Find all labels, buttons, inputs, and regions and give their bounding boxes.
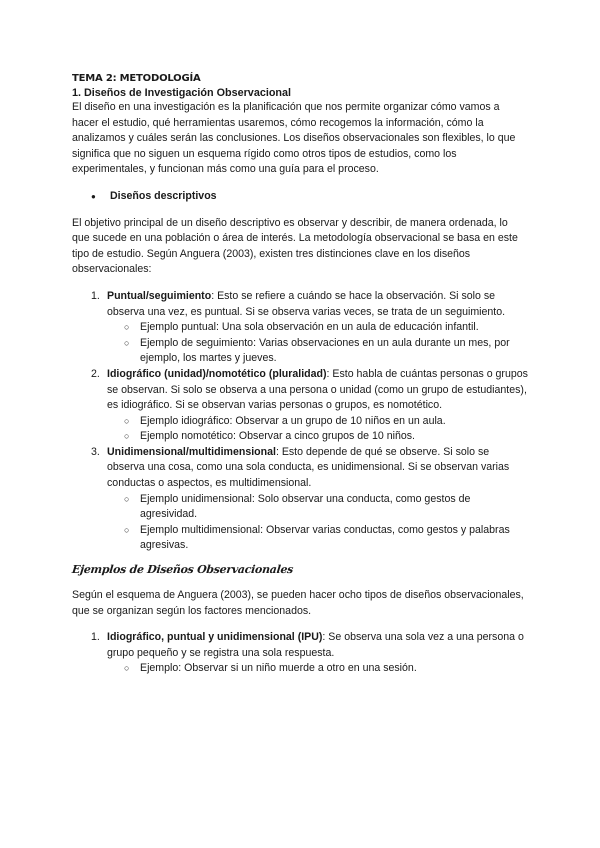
description: : Se observa una sola vez a una persona o grupo pequeño y se registra una sola respuesta. bbox=[107, 631, 524, 659]
example-item: ○ Ejemplo nomotético: Observar a cinco grupos de 10 niños. bbox=[124, 429, 528, 445]
bullet-icon: ● bbox=[91, 191, 96, 201]
example-item: ○ Ejemplo unidimensional: Solo observar una conducta, como gestos de agresividad. bbox=[124, 492, 528, 523]
intro-paragraph: El diseño en una investigación es la planificación que nos permite organizar cómo vamos a hacer el estudio, qué herramientas usaremos, cómo recogemos la información, cómo la analizamos y cuáles serán las conclusiones. Los diseños observacionales son flexibles, lo que significa que no siguen un esquema rígido como otros tipos de estudios, como los experimentales, y funcionan más como una guía para el proceso. bbox=[72, 101, 516, 176]
descriptive-heading-label: Diseños descriptivos bbox=[110, 189, 217, 202]
distinctions-list bbox=[72, 289, 528, 554]
examples-paragraph: Según el esquema de Anguera (2003), se pueden hacer ocho tipos de diseños observacionales, que se organizan según los factores mencionados. bbox=[72, 589, 524, 617]
section-title: 1. Diseños de Investigación Observacional bbox=[72, 87, 292, 99]
topic-title: TEMA 2: METODOLOGÍA bbox=[72, 73, 201, 84]
example-item: ○ Ejemplo idiográfico: Observar a un grupo de 10 niños en un aula. bbox=[124, 414, 528, 430]
list-number: 1. bbox=[91, 631, 100, 644]
list-item bbox=[91, 367, 528, 445]
circle-bullet-icon: ○ bbox=[124, 337, 130, 348]
circle-bullet-icon: ○ bbox=[124, 524, 130, 535]
term: Idiográfico, puntual y unidimensional (IPU) bbox=[107, 631, 323, 644]
examples-heading: Ejemplos de Diseños Observacionales bbox=[71, 563, 294, 577]
description: : Esto habla de cuántas personas o grupos se observan. Si solo se observa a una persona o unidad (como un grupo de estudiantes), es idiográfico. Si se observan varias personas o grupos, es nomotético. bbox=[107, 367, 528, 412]
descriptive-heading bbox=[91, 189, 528, 205]
list-number: 1. bbox=[91, 289, 100, 302]
example-item: ○ Ejemplo puntual: Una sola observación en un aula de educación infantil. bbox=[124, 320, 528, 336]
circle-bullet-icon: ○ bbox=[124, 322, 130, 333]
example-item: ○ Ejemplo de seguimiento: Varias observaciones en un aula durante un mes, por ejemplo, los martes y jueves. bbox=[124, 336, 528, 367]
term: Unidimensional/multidimensional bbox=[107, 445, 276, 458]
circle-bullet-icon: ○ bbox=[124, 493, 130, 504]
description: : Esto depende de qué se observe. Si solo se observa una cosa, como una sola conducta, es unidimensional. Si se observan varias conductas o aspectos, es multidimensional. bbox=[107, 445, 510, 490]
term: Idiográfico (unidad)/nomotético (pluralidad) bbox=[107, 367, 327, 380]
example-item: ○ Ejemplo multidimensional: Observar varias conductas, como gestos y palabras agresivas. bbox=[124, 523, 528, 554]
list-number: 2. bbox=[91, 367, 100, 380]
list-item bbox=[91, 630, 528, 677]
descriptive-paragraph: El objetivo principal de un diseño descriptivo es observar y describir, de manera ordenada, lo que sucede en una población o área de interés. La metodología observacional se basa en este tipo de estudio. Según Anguera (2003), existen tres distinciones clave en los diseños observacionales: bbox=[72, 216, 518, 276]
document-page bbox=[72, 72, 528, 677]
term: Puntual/seguimiento bbox=[107, 289, 212, 302]
circle-bullet-icon: ○ bbox=[124, 415, 130, 426]
list-item bbox=[91, 289, 528, 367]
circle-bullet-icon: ○ bbox=[124, 431, 130, 442]
list-item bbox=[91, 445, 528, 554]
description: : Esto se refiere a cuándo se hace la observación. Si solo se observa una vez, es puntual. Si se observa varias veces, se trata de un seguimiento. bbox=[107, 289, 506, 318]
example-item: ○ Ejemplo: Observar si un niño muerde a otro en una sesión. bbox=[124, 661, 528, 677]
list-number: 3. bbox=[91, 445, 100, 458]
circle-bullet-icon: ○ bbox=[124, 663, 130, 674]
examples-list bbox=[72, 630, 528, 677]
